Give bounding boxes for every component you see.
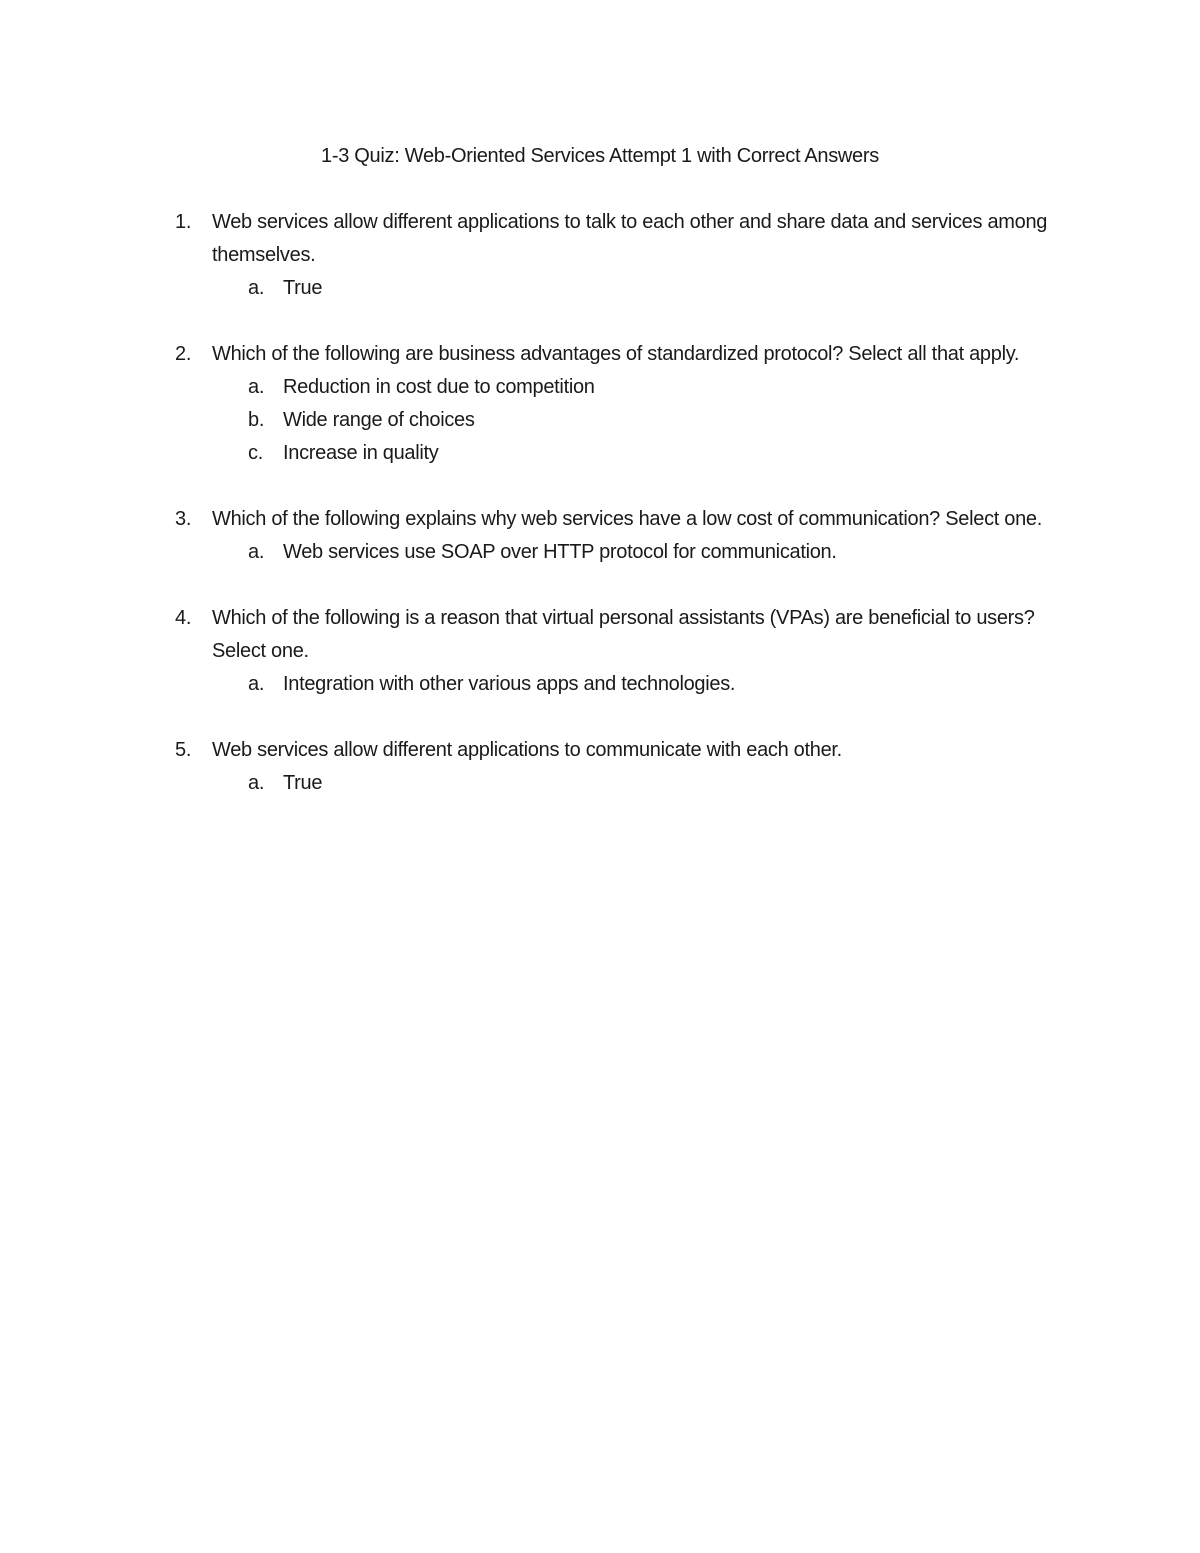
answer-list [212,668,1075,701]
answer-letter: a. [248,772,265,794]
question-text: Which of the following are business advantages of standardized protocol? Select all that apply. [212,343,1020,365]
answer-text: Web services use SOAP over HTTP protocol for communication. [283,541,837,563]
answer-item [212,437,1075,470]
question-text: Web services allow different applications to talk to each other and share data and services among themselves. [212,211,1048,266]
answer-text: Increase in quality [283,442,439,464]
answer-text: Reduction in cost due to competition [283,376,595,398]
answer-item [212,272,1075,305]
answer-letter: a. [248,673,265,695]
question-text: Which of the following is a reason that virtual personal assistants (VPAs) are beneficial to users? Select one. [212,607,1035,662]
question-number: 2. [175,343,192,365]
answer-letter: a. [248,376,265,398]
answer-item [212,767,1075,800]
question-number: 4. [175,607,192,629]
answer-item [212,404,1075,437]
question-item [175,503,1075,569]
question-item [175,206,1075,305]
answer-letter: b. [248,409,265,431]
answer-list [212,272,1075,305]
question-number: 1. [175,211,192,233]
question-number: 5. [175,739,192,761]
document-title: 1-3 Quiz: Web-Oriented Services Attempt 1 with Correct Answers [321,145,879,167]
question-text: Which of the following explains why web services have a low cost of communication? Select one. [212,508,1043,530]
answer-text: True [283,772,323,794]
answer-text: Integration with other various apps and technologies. [283,673,736,695]
answer-letter: c. [248,442,263,464]
question-number: 3. [175,508,192,530]
question-text: Web services allow different applications to communicate with each other. [212,739,842,761]
answer-list [212,371,1075,470]
question-item [175,338,1075,470]
answer-list [212,536,1075,569]
question-list [175,206,1075,833]
question-item [175,602,1075,701]
answer-list [212,767,1075,800]
answer-item [212,668,1075,701]
answer-letter: a. [248,541,265,563]
answer-item [212,536,1075,569]
answer-text: Wide range of choices [283,409,475,431]
question-item [175,734,1075,800]
answer-letter: a. [248,277,265,299]
answer-item [212,371,1075,404]
answer-text: True [283,277,323,299]
